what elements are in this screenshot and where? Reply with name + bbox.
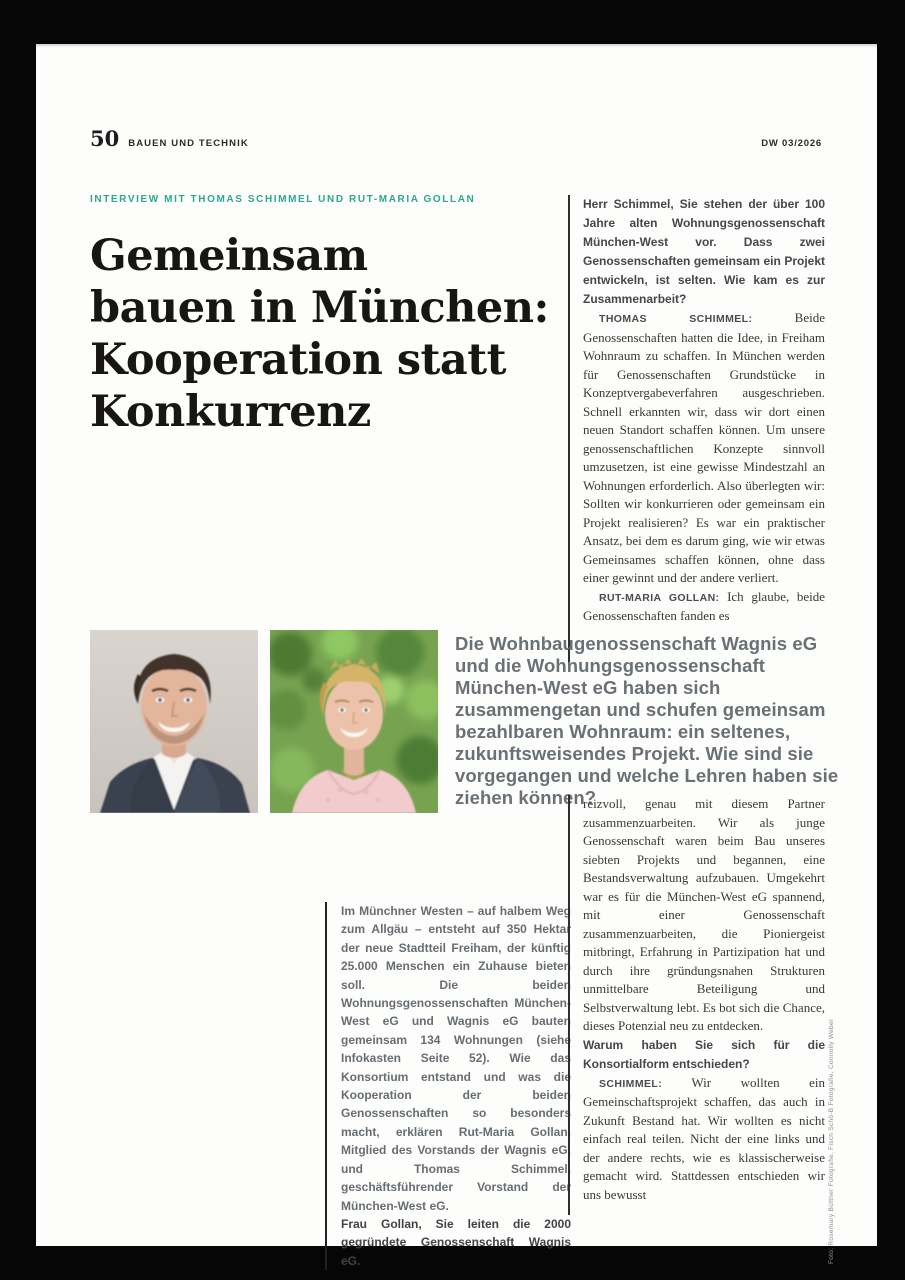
answer-text: Ich glaube, beide Genossenschaften fanden es xyxy=(583,588,825,623)
speaker-name-thomas-schimmel: THOMAS SCHIMMEL: xyxy=(599,313,753,325)
page-number: 50 xyxy=(90,126,120,151)
interview-column-bottom xyxy=(568,795,825,1215)
answer-text: Wir wollten ein Gemeinschaftsprojekt schaffen, das auch in Zukunft Bestand hat. Wir wollten es nicht einfach real teilen. Nicht der eine links und der andere rechts, wie es klassischerweise gemacht wird. Stattdessen entschieden wir uns bewusst xyxy=(583,1074,825,1202)
interview-answer-1 xyxy=(583,309,825,588)
page-header-left xyxy=(90,126,249,151)
interview-question-2: Warum haben Sie sich für die Konsortialform entschieden? xyxy=(583,1037,825,1071)
section-title: BAUEN UND TECHNIK xyxy=(128,138,249,149)
intro-text: Im Münchner Westen – auf halbem Weg zum Allgäu – entsteht auf 350 Hektar der neue Stadtteil Freiham, der künftig 25.000 Menschen ein Zuhause bieten soll. Die beiden Wohnungsgenossenschaften München-West eG und Wagnis eG bauten gemeinsam 134 Wohnungen (siehe Infokasten Seite 52). Wie das Konsortium entstand und was die Kooperation der beiden Genossenschaften so besonders macht, erklären Rut-Maria Gollan, Mitglied des Vorstands der Wagnis eG, und Thomas Schimmel, geschäftsführender Vorstand der München-West eG. xyxy=(341,904,571,1213)
photo-credit: Foto: Rosemary Büttner Fotografie, Fisch Schö-B Fotografie, Connolly Weber xyxy=(828,1018,835,1264)
page-header xyxy=(90,126,822,151)
answer-text: Beide Genossenschaften hatten die Idee, in Freiham Wohnraum zu schaffen. In München werden für Genossenschaften Grundstücke in Konzeptvergabeverfahren ausgeschrieben. Schnell erkannten wir, dass wir dort einen neuen Standort schaffen können. Um unsere genossenschaftlichen Konzepte sinnvoll umzusetzen, ist eine gewisse Mindestzahl an Wohnungen erforderlich. Also überlegten wir: Sollten wir konkurrieren oder gemeinsam ein Projekt realisieren? Es war ein praktischer Ansatz, bei dem es darum ging, wie wir etwas Gemeinsames schaffen können, ohne dass einer gewinnt und der andere verliert. xyxy=(583,310,825,585)
intro-question: Frau Gollan, Sie leiten die 2000 gegründete Genossenschaft Wagnis eG. xyxy=(341,1216,571,1268)
headline-line: Kooperation statt xyxy=(90,335,506,385)
interview-answer-2 xyxy=(583,588,825,626)
headline-line: Konkurrenz xyxy=(90,387,371,437)
portrait-photo-thomas-schimmel xyxy=(90,630,258,813)
issue-label: DW 03/2026 xyxy=(761,138,822,149)
article-headline xyxy=(90,230,576,438)
headline-line: Gemeinsam xyxy=(90,231,368,281)
speaker-name-rut-maria-gollan: RUT-MARIA GOLLAN: xyxy=(599,591,720,604)
headline-line: bauen in München: xyxy=(90,283,549,333)
interview-answer-3 xyxy=(583,1074,825,1205)
standfirst: Die Wohnbaugenossenschaft Wagnis eG und die Wohnungsgenossenschaft München-West eG haben sich zusammengetan und schufen gemeinsam bezahlbaren Wohnraum: ein seltenes, zukunftsweisendes Projekt. Wie sind sie vorgegangen und welche Lehren haben sie ziehen können? xyxy=(455,633,839,808)
interview-answer-2-continuation: reizvoll, genau mit diesem Partner zusammenzuarbeiten. Wir als junge Genossenschaft waren beim Bau unseres siebten Projekts und begannen, eine Bestandsverwaltung aufzubauen. Umgekehrt war es für die München-West eG spannend, mit einer Genossenschaft zusammenzuarbeiten, die Pioniergeist mitbringt, Erfahrung in Partizipation hat und durch ihre gründungsnahen Strukturen unmittelbare Beteiligung und Selbstverwaltung lebt. Es bot sich die Chance, dieses Potenzial neu zu entdecken. xyxy=(583,796,825,1033)
portrait-photo-rut-maria-gollan xyxy=(270,630,438,813)
magazine-page xyxy=(36,44,877,1268)
speaker-name-schimmel: SCHIMMEL: xyxy=(599,1077,663,1090)
article-kicker: INTERVIEW MIT THOMAS SCHIMMEL UND RUT-MARIA GOLLAN xyxy=(90,194,476,205)
interview-column-top xyxy=(568,195,825,665)
intro-column xyxy=(325,902,571,1270)
interview-question-1: Herr Schimmel, Sie stehen der über 100 Jahre alten Wohnungsgenossenschaft München-West vor. Dass zwei Genossenschaften gemeinsam ein Projekt entwickeln, ist selten. Wie kam es zur Zusammenarbeit? xyxy=(583,197,825,306)
